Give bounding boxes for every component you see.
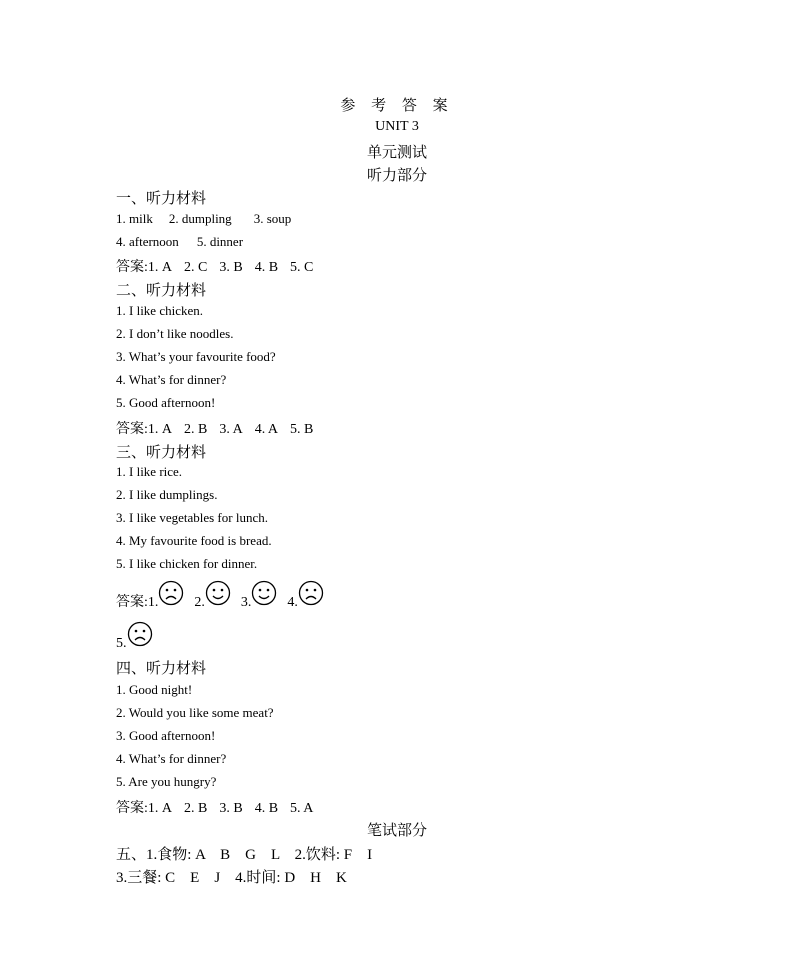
list-item: 1. I like chicken. [116, 303, 203, 318]
answer-item: 1. A [147, 422, 173, 437]
section3-answers [116, 580, 334, 611]
answer-num: 2. [194, 595, 205, 610]
smiley-face-icon [251, 580, 277, 606]
smiley-face-icon [205, 580, 231, 606]
list-item: 1. Good night! [116, 682, 193, 697]
answer-item: 5. C [290, 260, 314, 275]
answer-item: 4. B [254, 801, 279, 816]
list-item: 5. dinner [196, 234, 244, 249]
list-item: 1. milk [116, 211, 153, 226]
listening-part-heading: 听力部分 [366, 168, 427, 184]
list-item: 3. Good afternoon! [116, 728, 216, 743]
section3-heading: 三、听力材料 [116, 445, 207, 461]
answer-item: 4. A [254, 422, 279, 437]
section1-heading: 一、听力材料 [116, 191, 207, 207]
sad-face-icon [127, 621, 153, 647]
written-part-heading: 笔试部分 [366, 823, 427, 839]
list-item: 4. What’s for dinner? [116, 751, 227, 766]
answer-prefix: 答案: [116, 422, 148, 437]
answer-item: 5. B [290, 422, 314, 437]
list-item: 5. Are you hungry? [116, 774, 217, 789]
written-line2: 3.三餐: C E J 4.时间: D H K [116, 870, 347, 886]
section4-heading: 四、听力材料 [116, 661, 207, 677]
written-line1: 五、1.食物: A B G L 2.饮料: F I [116, 847, 373, 863]
list-item: 2. I don’t like noodles. [116, 326, 234, 341]
section1-line2 [116, 234, 243, 250]
answer-prefix: 答案: [116, 801, 148, 816]
list-item: 5. Good afternoon! [116, 395, 216, 410]
list-item: 3. I like vegetables for lunch. [116, 510, 268, 525]
test-label: 单元测试 [366, 145, 427, 161]
list-item: 1. I like rice. [116, 464, 183, 479]
answer-item: 3. B [219, 260, 243, 275]
answer-item: 2. B [184, 801, 208, 816]
list-item: 5. I like chicken for dinner. [116, 556, 258, 571]
doc-title: 参 考 答 案 [340, 98, 454, 114]
answer-num: 3. [240, 595, 252, 610]
answer-prefix: 答案: [116, 595, 148, 610]
list-item: 2. Would you like some meat? [116, 705, 274, 720]
list-item: 3. What’s your favourite food? [116, 349, 276, 364]
answer-item: 3. B [219, 801, 243, 816]
sad-face-icon [298, 580, 324, 606]
list-item: 4. What’s for dinner? [116, 372, 227, 387]
list-item: 4. afternoon [116, 234, 179, 249]
answer-item: 4. B [254, 260, 279, 275]
unit-label: UNIT 3 [375, 119, 419, 134]
section4-answers [116, 797, 325, 817]
answer-num: 4. [287, 595, 298, 610]
section2-heading: 二、听力材料 [116, 283, 207, 299]
list-item: 3. soup [253, 211, 292, 226]
list-item: 2. I like dumplings. [116, 487, 218, 502]
answer-item: 1. A [147, 260, 173, 275]
section1-answers [116, 256, 325, 276]
sad-face-icon [158, 580, 184, 606]
list-item: 4. My favourite food is bread. [116, 533, 272, 548]
answer-item: 2. C [184, 260, 208, 275]
answer-prefix: 答案: [116, 260, 148, 275]
list-item: 2. dumpling [168, 211, 232, 226]
section2-answers [116, 418, 325, 438]
section3-answers-cont [116, 621, 163, 652]
answer-num: 1. [147, 595, 159, 610]
answer-item: 5. A [290, 801, 314, 816]
answer-item: 1. A [147, 801, 173, 816]
answer-item: 3. A [219, 422, 243, 437]
answer-num: 5. [116, 636, 127, 651]
section1-line1 [116, 211, 291, 227]
answer-item: 2. B [184, 422, 208, 437]
